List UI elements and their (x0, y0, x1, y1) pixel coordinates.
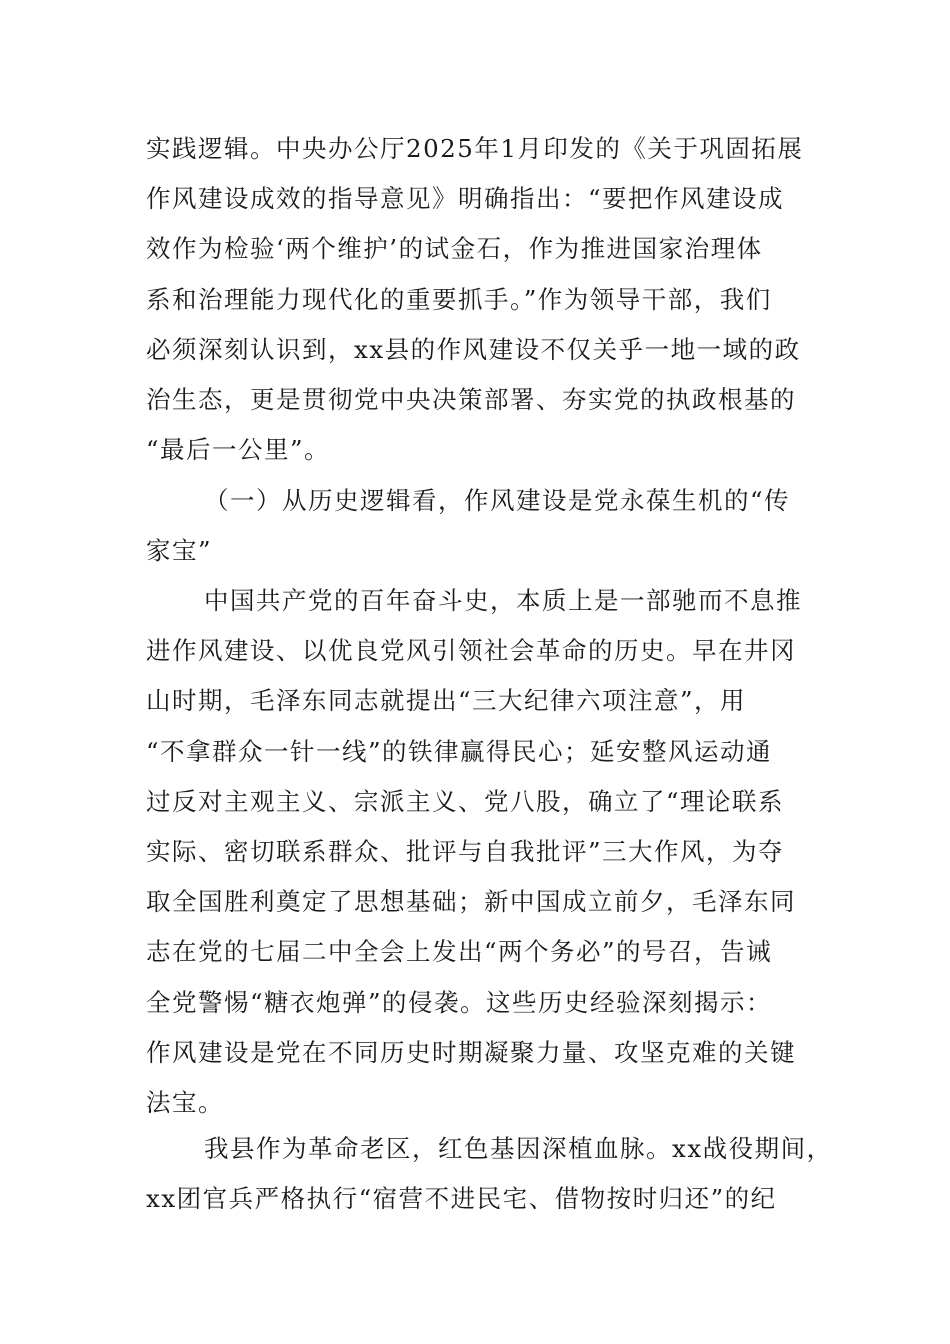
text-line: 作风建设是党在不同历史时期凝聚力量、攻坚克难的关键 (146, 1037, 796, 1067)
text-line: 中国共产党的百年奋斗史，本质上是一部驰而不息推 (204, 586, 802, 615)
text-line: 我县作为革命老区，红色基因深植血脉。xx战役期间， (204, 1134, 833, 1163)
text-line: 系和治理能力现代化的重要抓手。”作为领导干部，我们 (146, 284, 772, 314)
text-line: 法宝。 (146, 1087, 224, 1117)
text-line: xx团官兵严格执行“宿营不进民宅、借物按时归还”的纪 (146, 1184, 777, 1214)
paragraph-county (146, 1124, 833, 1224)
text-line: 必须深刻认识到，xx县的作风建设不仅关乎一地一域的政 (146, 334, 801, 364)
text-line: 治生态，更是贯彻党中央决策部署、夯实党的执政根基的 (146, 384, 796, 414)
section-heading (146, 476, 806, 576)
heading-line: （一）从历史逻辑看，作风建设是党永葆生机的“传 (204, 486, 791, 515)
text-line: 实践逻辑。中央办公厅2025年1月印发的《关于巩固拓展 (146, 134, 804, 163)
text-line: 志在党的七届二中全会上发出“两个务必”的号召，告诫 (146, 937, 773, 967)
text-line: “最后一公里”。 (146, 435, 331, 465)
paragraph-history (146, 576, 806, 1128)
text-line: 全党警惕“糖衣炮弹”的侵袭。这些历史经验深刻揭示： (146, 987, 773, 1017)
text-line: “不拿群众一针一线”的铁律赢得民心；延安整风运动通 (146, 736, 773, 766)
text-line: 效作为检验‘两个维护’的试金石，作为推进国家治理体 (146, 234, 763, 264)
text-line: 作风建设成效的指导意见》明确指出：“要把作风建设成 (146, 184, 785, 214)
text-line: 实际、密切联系群众、批评与自我批评”三大作风，为夺 (146, 836, 785, 866)
text-line: 过反对主观主义、宗派主义、党八股，确立了“理论联系 (146, 786, 785, 816)
heading-line: 家宝” (146, 536, 213, 566)
text-line: 进作风建设、以优良党风引领社会革命的历史。早在井冈 (146, 636, 796, 666)
text-line: 山时期，毛泽东同志就提出“三大纪律六项注意”，用 (146, 686, 747, 716)
text-line: 取全国胜利奠定了思想基础；新中国成立前夕，毛泽东同 (146, 887, 796, 917)
paragraph-intro (146, 124, 806, 475)
